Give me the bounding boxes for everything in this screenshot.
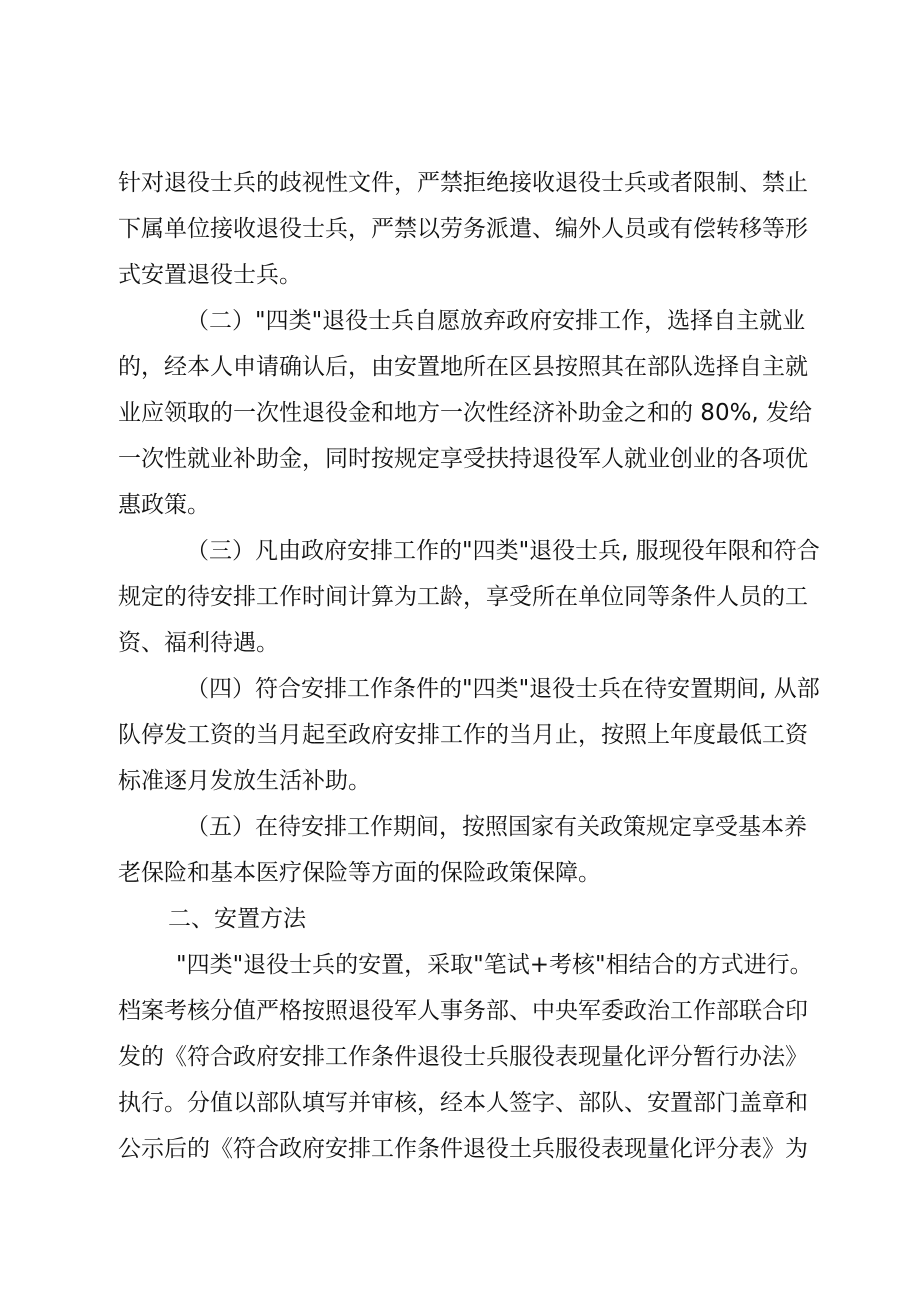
- text-line: 一次性就业补助金，同时按规定享受扶持退役军人就业创业的各项优: [118, 446, 808, 472]
- text-line: 档案考核分值严格按照退役军人事务部、中央军委政治工作部联合印: [118, 998, 808, 1024]
- paragraph-continuation: [118, 160, 818, 298]
- document-body: [118, 160, 818, 1172]
- text-line: 公示后的《符合政府安排工作条件退役土兵服役表现量化评分表》为: [118, 1136, 808, 1162]
- text-line: 惠政策。: [118, 492, 210, 518]
- text-line: 针对退役士兵的歧视性文件，严禁拒绝接收退役士兵或者限制、禁止: [118, 170, 808, 196]
- text-line: 业应领取的一次性退役金和地方一次性经济补助金之和的 80%, 发给: [118, 400, 813, 426]
- text-line: 发的《符合政府安排工作条件退役士兵服役表现量化评分暂行办法》: [118, 1044, 808, 1070]
- section-title: 二、安置方法: [168, 906, 306, 932]
- text-line: （四）符合安排工作条件的"四类"退役士兵在待安置期间, 从部: [186, 676, 820, 702]
- text-line: 老保险和基本医疗保险等方面的保险政策保障。: [118, 860, 601, 886]
- text-line: （二）"四类"退役士兵自愿放弃政府安排工作，选择自主就业: [186, 308, 806, 334]
- paragraph-item-3: [118, 528, 818, 666]
- text-line: （三）凡由政府安排工作的"四类"退役士兵, 服现役年限和符合: [186, 538, 820, 564]
- text-line: 式安置退役士兵。: [118, 262, 302, 288]
- text-line: "四类"退役士兵的安置，采取"笔试+考核"相结合的方式进行。: [176, 952, 813, 978]
- text-line: 规定的待安排工作时间计算为工龄，享受所在单位同等条件人员的工: [118, 584, 808, 610]
- text-line: 标准逐月发放生活补助。: [118, 768, 371, 794]
- text-line: 资、福利待遇。: [118, 630, 279, 656]
- text-line: 执行。分值以部队填写并审核，经本人签字、部队、安置部门盖章和: [118, 1090, 808, 1116]
- paragraph-item-4: [118, 666, 818, 804]
- paragraph-item-2: [118, 298, 818, 528]
- text-line: 下属单位接收退役士兵，严禁以劳务派遣、编外人员或有偿转移等形: [118, 216, 808, 242]
- text-line: 的，经本人申请确认后，由安置地所在区县按照其在部队选择自主就: [118, 354, 808, 380]
- text-line: （五）在待安排工作期间，按照国家有关政策规定享受基本养: [186, 814, 807, 840]
- paragraph-method: [118, 942, 818, 1172]
- paragraph-item-5: [118, 804, 818, 896]
- text-line: 队停发工资的当月起至政府安排工作的当月止，按照上年度最低工资: [118, 722, 808, 748]
- section-heading: [118, 896, 818, 942]
